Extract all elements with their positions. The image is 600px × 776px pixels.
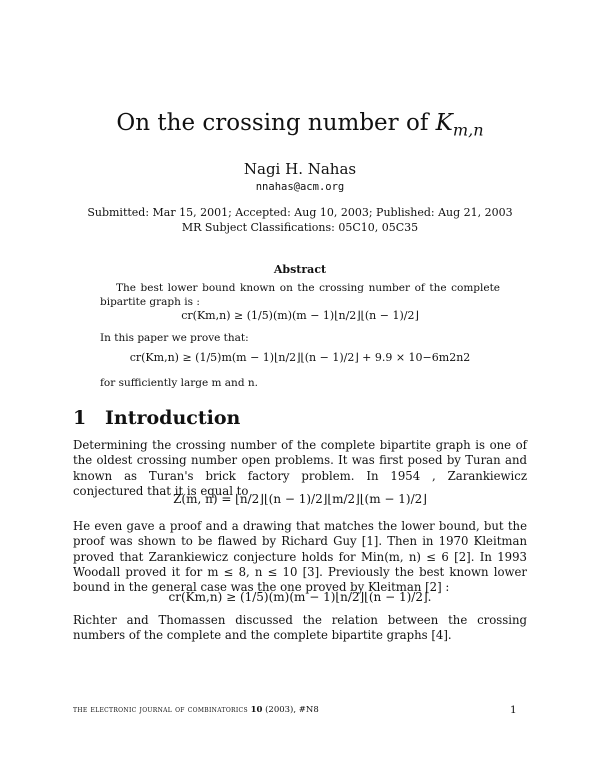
abstract-equation-2: cr(Km,n) ≥ (1/5)m(m − 1)⌊n/2⌋⌊(n − 1)/2⌋ + 9.9 × 10−6m2n2: [129, 351, 471, 364]
page-number: 1: [510, 704, 517, 716]
author-name: Nagi H. Nahas: [243, 160, 357, 178]
intro-paragraph-1: Determining the crossing number of the complete bipartite graph is one of the oldest crossing number open problems. It was first posed by Turan and known as Turan's brick factory problem. In 1954 , Zarankiewicz conjectured that it is equal to: [73, 438, 527, 498]
abstract-lead-2: In this paper we prove that:: [100, 332, 249, 344]
section-heading: [73, 407, 240, 429]
footer-journal: [73, 705, 319, 715]
title-math: K: [435, 110, 453, 136]
title-text: On the crossing number of: [116, 110, 436, 136]
author-email: nnahas@acm.org: [255, 181, 345, 193]
section-title: Introduction: [105, 407, 241, 429]
abstract-heading: Abstract: [273, 263, 327, 276]
kleitman-equation: cr(Km,n) ≥ (1/5)(m)(m − 1)⌊n/2⌋⌊(n − 1)/2⌋.: [168, 590, 432, 604]
subject-classifications: MR Subject Classifications: 05C10, 05C35: [181, 221, 419, 234]
intro-paragraph-2: He even gave a proof and a drawing that matches the lower bound, but the proof was shown to be flawed by Richard Guy [1]. Then in 1970 Kleitman proved that Zarankiewicz conjecture holds for Min(m, n) ≤ 6 [2]. In 1993 Woodall proved it for m ≤ 8, n ≤ 10 [3]. Previously the best known lower bound in the general case was the one proved by Kleitman [2] :: [73, 519, 527, 595]
abstract-tail: for sufficiently large m and n.: [100, 377, 258, 389]
footer-volume: 10: [250, 705, 263, 715]
intro-paragraph-3: Richter and Thomassen discussed the relation between the crossing numbers of the complete and the complete bipartite graphs [4].: [73, 613, 527, 643]
abstract-text: The best lower bound known on the crossing number of the complete bipartite graph is :: [100, 282, 500, 308]
footer-journal-name: the electronic journal of combinatorics: [73, 705, 248, 715]
abstract-equation-1: cr(Km,n) ≥ (1/5)(m)(m − 1)⌊n/2⌋⌊(n − 1)/2⌋: [181, 309, 419, 322]
footer-year-issue: (2003), #N8: [265, 705, 319, 715]
zarankiewicz-equation: Z(m, n) = ⌊n/2⌋⌊(n − 1)/2⌋⌊m/2⌋⌊(m − 1)/2⌋: [173, 492, 427, 506]
section-number: 1: [73, 407, 87, 429]
title-math-sub: m,n: [452, 120, 484, 140]
publication-dates: Submitted: Mar 15, 2001; Accepted: Aug 10, 2003; Published: Aug 21, 2003: [87, 206, 513, 219]
paper-title: [0, 110, 600, 140]
